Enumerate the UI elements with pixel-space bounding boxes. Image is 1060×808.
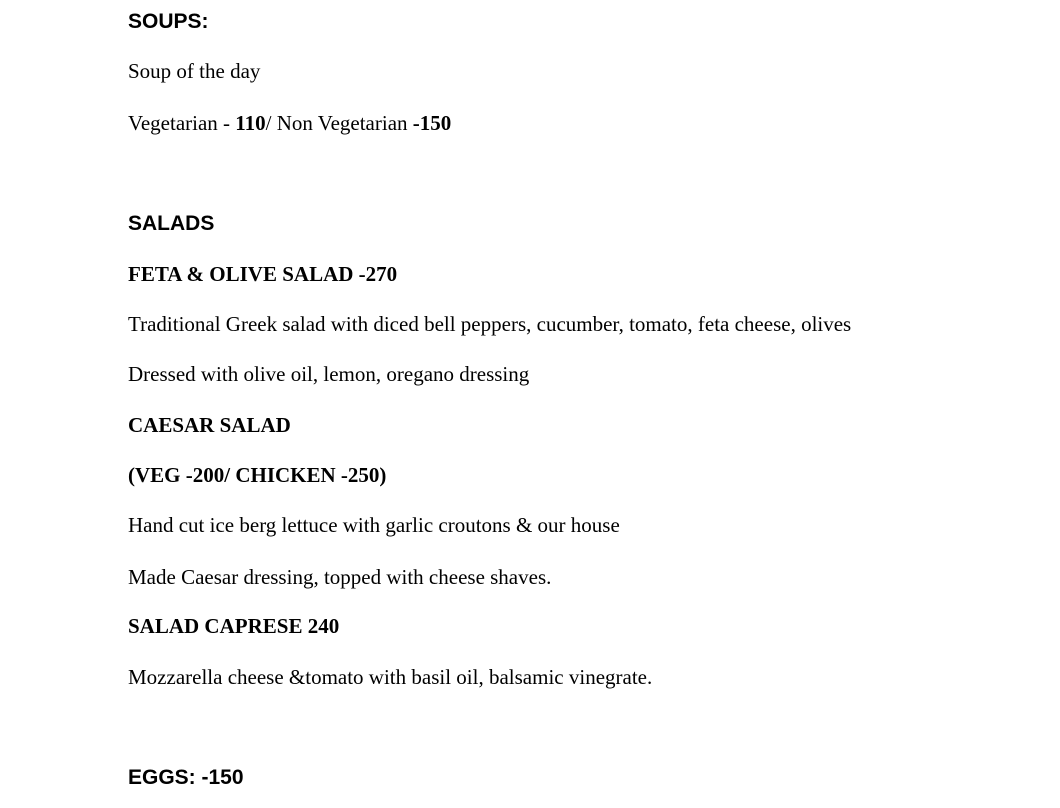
salads-heading: SALADS <box>128 212 215 235</box>
caprese-salad-title: SALAD CAPRESE 240 <box>128 614 340 638</box>
caesar-salad-desc-1: Hand cut ice berg lettuce with garlic croutons & our house <box>128 513 620 537</box>
eggs-heading: EGGS: -150 <box>128 766 244 789</box>
soups-heading: SOUPS: <box>128 10 209 33</box>
soup-veg-price: 110 <box>235 111 266 135</box>
caesar-salad-prices: (VEG -200/ CHICKEN -250) <box>128 463 387 487</box>
soup-of-the-day: Soup of the day <box>128 59 261 83</box>
soup-nonveg-price: -150 <box>412 111 452 135</box>
caprese-salad-desc-1: Mozzarella cheese &tomato with basil oil, balsamic vinegrate. <box>128 665 653 689</box>
caesar-salad-desc-2: Made Caesar dressing, topped with cheese shaves. <box>128 565 552 589</box>
soup-veg-label: Vegetarian - <box>128 111 236 135</box>
caesar-salad-title: CAESAR SALAD <box>128 413 291 437</box>
soup-nonveg-label: / Non Vegetarian <box>265 111 413 135</box>
feta-salad-desc-2: Dressed with olive oil, lemon, oregano dressing <box>128 362 530 386</box>
soup-price-line <box>128 113 451 134</box>
feta-salad-title: FETA & OLIVE SALAD -270 <box>128 262 398 286</box>
feta-salad-desc-1: Traditional Greek salad with diced bell peppers, cucumber, tomato, feta cheese, olives <box>128 312 852 336</box>
